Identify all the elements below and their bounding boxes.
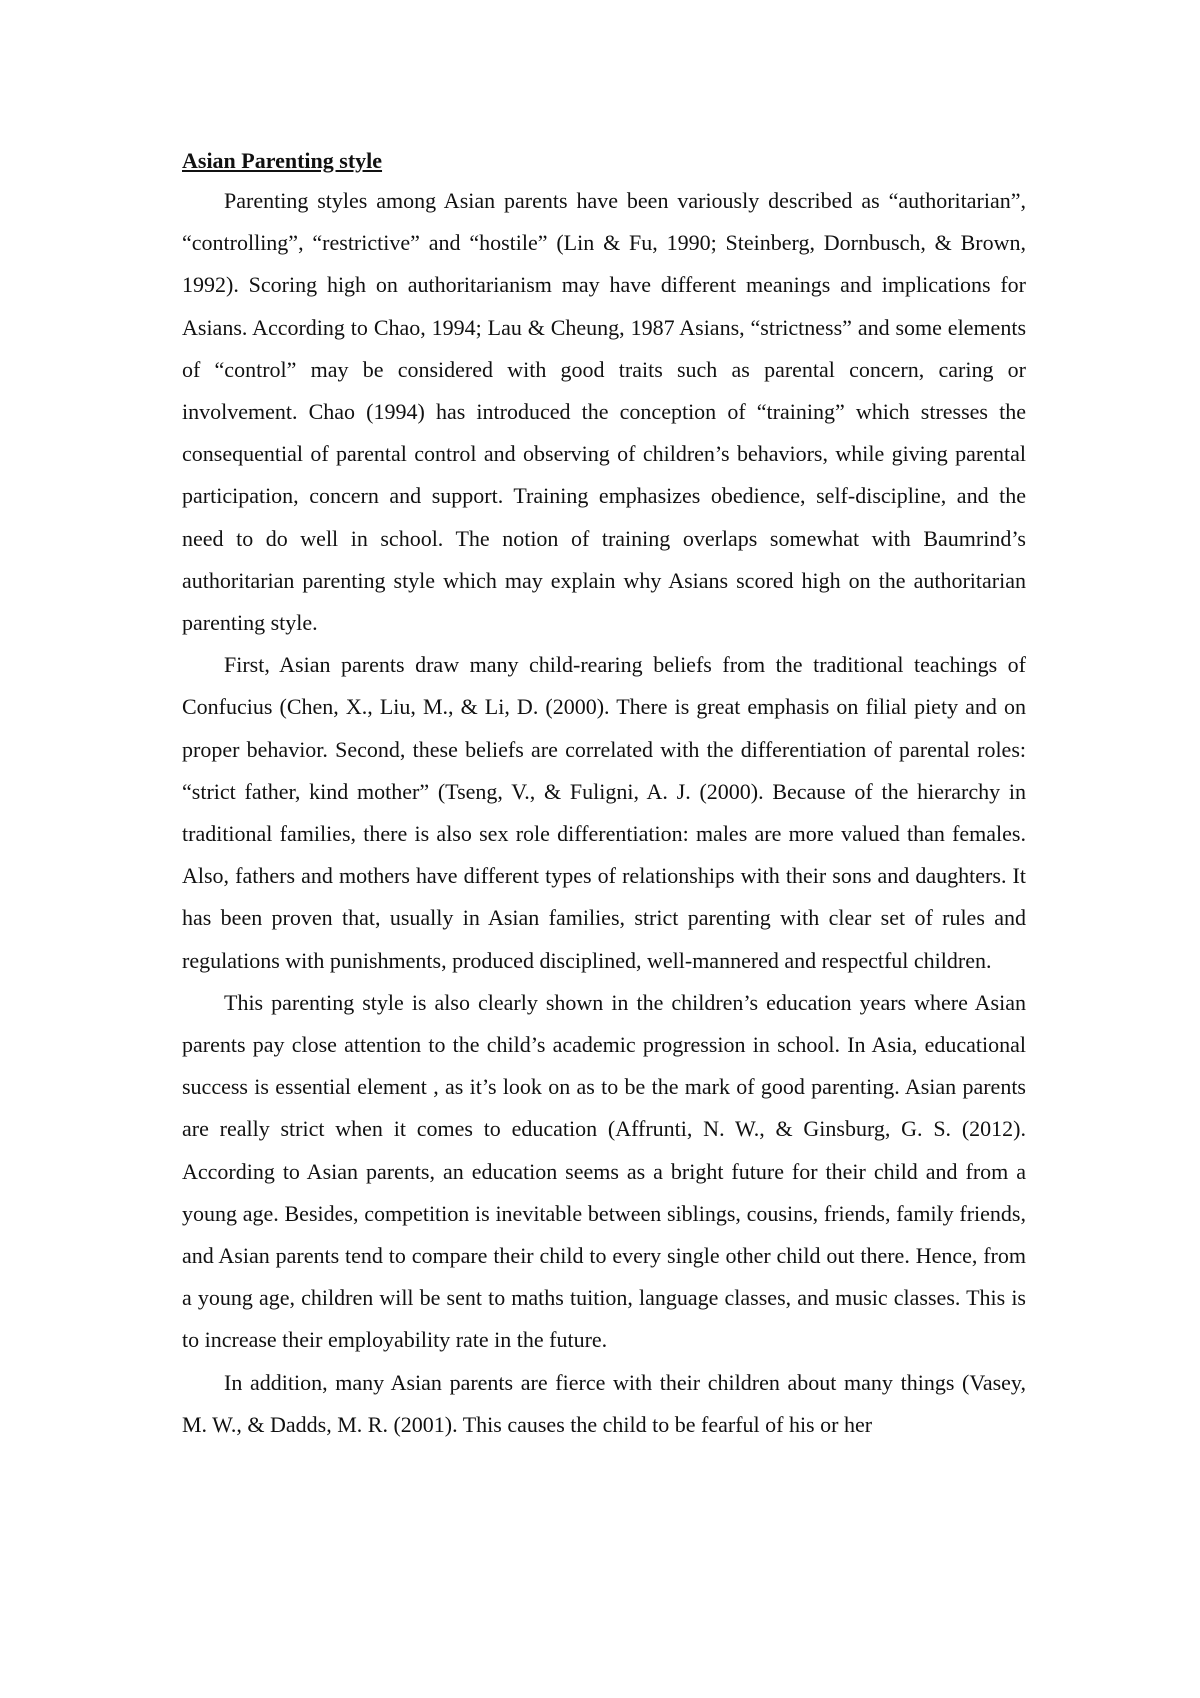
paragraph-3: This parenting style is also clearly shown in the children’s education years where Asian parents pay close attention to the child’s academic progression in school. In Asia, educational success is essential element , as it’s look on as to be the mark of good parenting. Asian parents are really strict when it comes to education (Affrunti, N. W., & Ginsburg, G. S. (2012). According to Asian parents, an education seems as a bright future for their child and from a young age. Besides, competition is inevitable between siblings, cousins, friends, family friends, and Asian parents tend to compare their child to every single other child out there. Hence, from a young age, children will be sent to maths tuition, language classes, and music classes. This is to increase their employability rate in the future. xyxy=(182,989,1026,1353)
paragraph-1: Parenting styles among Asian parents have been variously described as “authoritarian”, “controlling”, “restrictive” and “hostile” (Lin & Fu, 1990; Steinberg, Dornbusch, & Brown, 1992). Scoring high on authoritarianism may have different meanings and implications for Asians. According to Chao, 1994; Lau & Cheung, 1987 Asians, “strictness” and some elements of “control” may be considered with good traits such as parental concern, caring or involvement. Chao (1994) has introduced the conception of “training” which stresses the consequential of parental control and observing of children’s behaviors, while giving parental participation, concern and support. Training emphasizes obedience, self-discipline, and the need to do well in school. The notion of training overlaps somewhat with Baumrind’s authoritarian parenting style which may explain why Asians scored high on the authoritarian parenting style. xyxy=(182,188,1026,636)
paragraph-2: First, Asian parents draw many child-rearing beliefs from the traditional teachings of Confucius (Chen, X., Liu, M., & Li, D. (2000). There is great emphasis on filial piety and on proper behavior. Second, these beliefs are correlated with the differentiation of parental roles: “strict father, kind mother” (Tseng, V., & Fuligni, A. J. (2000). Because of the hierarchy in traditional families, there is also sex role differentiation: males are more valued than females. Also, fathers and mothers have different types of relationships with their sons and daughters. It has been proven that, usually in Asian families, strict parenting with clear set of rules and regulations with punishments, produced disciplined, well-mannered and respectful children. xyxy=(182,652,1026,973)
document-heading: Asian Parenting style xyxy=(182,148,383,173)
paragraph-4: In addition, many Asian parents are fierce with their children about many things (Vasey, M. W., & Dadds, M. R. (2001). This causes the child to be fearful of his or her xyxy=(182,1369,1026,1437)
document-page xyxy=(182,142,1026,1446)
